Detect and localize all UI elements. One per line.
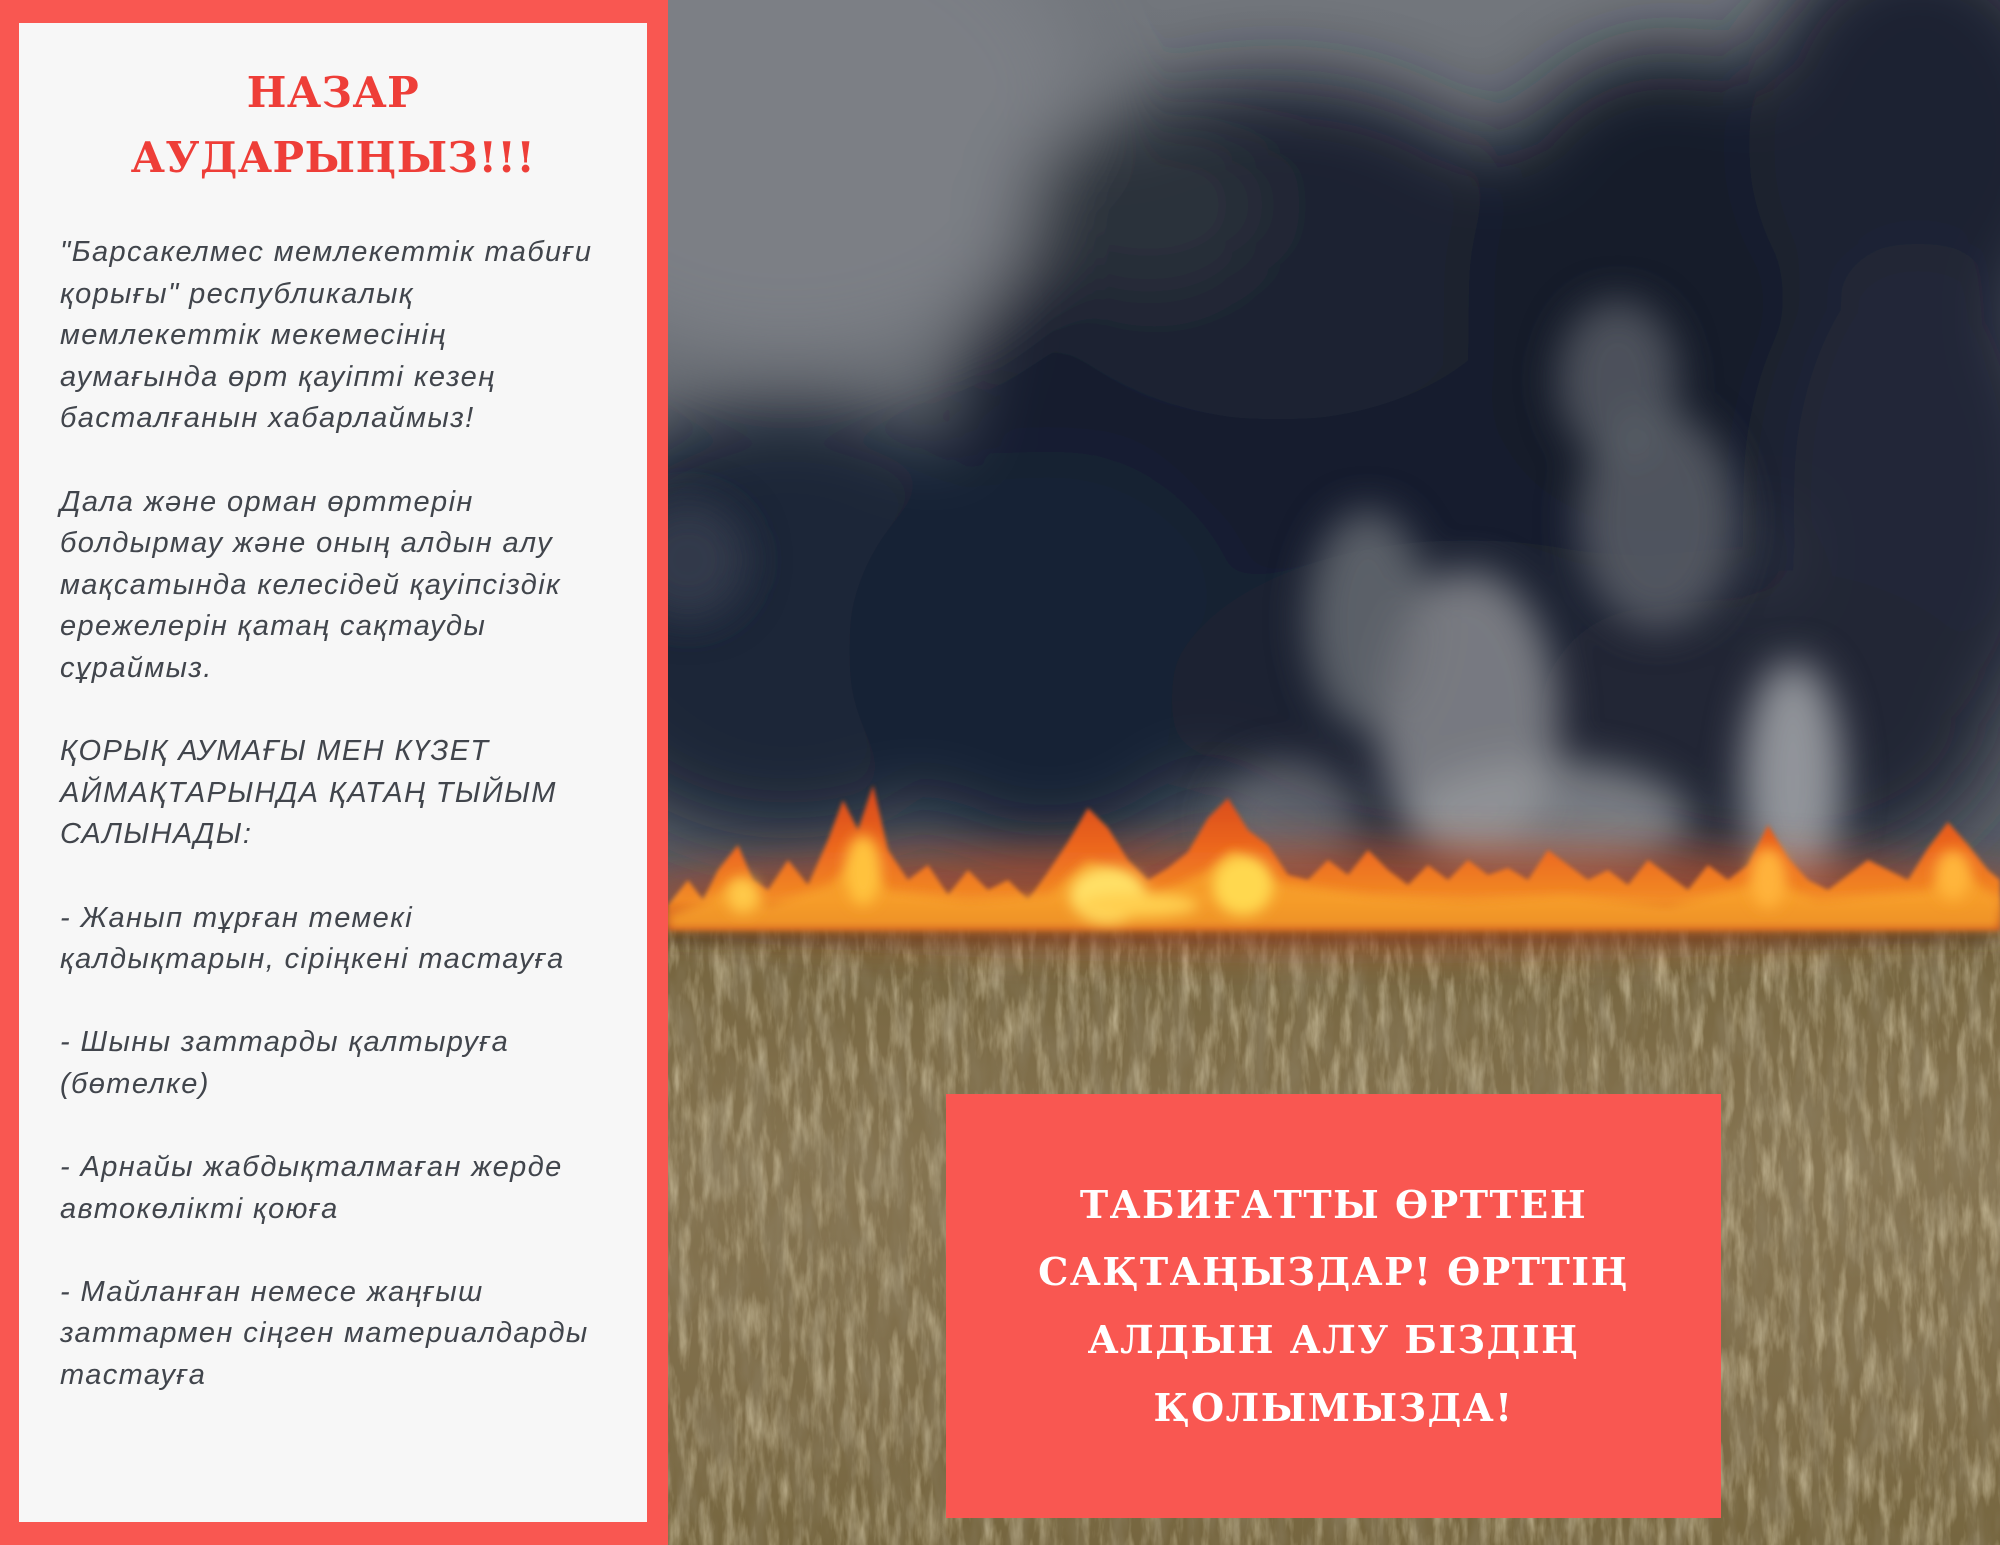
notice-line: - Шыны заттарды қалтыруға (60, 1026, 510, 1059)
notice-line: - Майланған немесе жаңғыш (60, 1275, 484, 1308)
notice-line: САЛЫНАДЫ: (60, 818, 253, 851)
notice-paragraph-prohibition (60, 731, 635, 856)
notice-line: қалдықтарын, сіріңкені тастауға (60, 943, 565, 976)
notice-line: ҚОРЫҚ АУМАҒЫ МЕН КҮЗЕТ (60, 735, 490, 768)
notice-line: мемлекеттік мекемесінің (60, 319, 447, 352)
notice-paragraph-intro (60, 232, 635, 440)
notice-line: - Жанып тұрған темекі (60, 901, 414, 934)
notice-line: (бөтелке) (60, 1067, 210, 1100)
callout-line: ҚОЛЫМЫЗДА! (1153, 1384, 1514, 1430)
callout-line: САҚТАҢЫЗДАР! ӨРТТІҢ (1038, 1249, 1629, 1295)
notice-title-line: АУДАРЫҢЫЗ!!! (130, 133, 536, 182)
notice-panel (19, 23, 647, 1522)
notice-body (60, 232, 635, 1438)
notice-line: автокөлікті қоюға (60, 1192, 339, 1225)
notice-line: мақсатында келесідей қауіпсіздік (60, 568, 562, 601)
notice-title (19, 60, 647, 190)
notice-line: - Арнайы жабдықталмаған жерде (60, 1151, 563, 1184)
notice-line: АЙМАҚТАРЫНДА ҚАТАҢ ТЫЙЫМ (60, 776, 557, 809)
notice-line: "Барсакелмес мемлекеттік табиғи (60, 236, 593, 268)
notice-line: ережелерін қатаң сақтауды (60, 610, 487, 643)
notice-line: тастауға (60, 1359, 207, 1392)
callout-box (946, 1094, 1721, 1518)
left-frame (0, 0, 668, 1545)
rule-list-item (60, 898, 635, 981)
notice-line: басталғанын хабарлаймыз! (60, 402, 475, 435)
callout-line: ТАБИҒАТТЫ ӨРТТЕН (1079, 1181, 1588, 1227)
notice-line: аумағында өрт қауіпті кезең (60, 360, 496, 393)
notice-line: қорығы" республикалық (60, 277, 414, 310)
notice-line: сұраймыз. (60, 651, 213, 684)
rule-list-item (60, 1147, 635, 1230)
notice-title-line: НАЗАР (246, 68, 420, 117)
notice-line: заттармен сіңген материалдарды (60, 1317, 589, 1350)
callout-line: АЛДЫН АЛУ БІЗДІҢ (1087, 1317, 1580, 1362)
notice-line: болдырмау және оның алдын алу (60, 527, 554, 560)
rule-list-item (60, 1022, 635, 1105)
notice-paragraph-request (60, 482, 635, 690)
notice-line: Дала және орман өрттерін (60, 485, 474, 518)
rule-list-item (60, 1272, 635, 1397)
